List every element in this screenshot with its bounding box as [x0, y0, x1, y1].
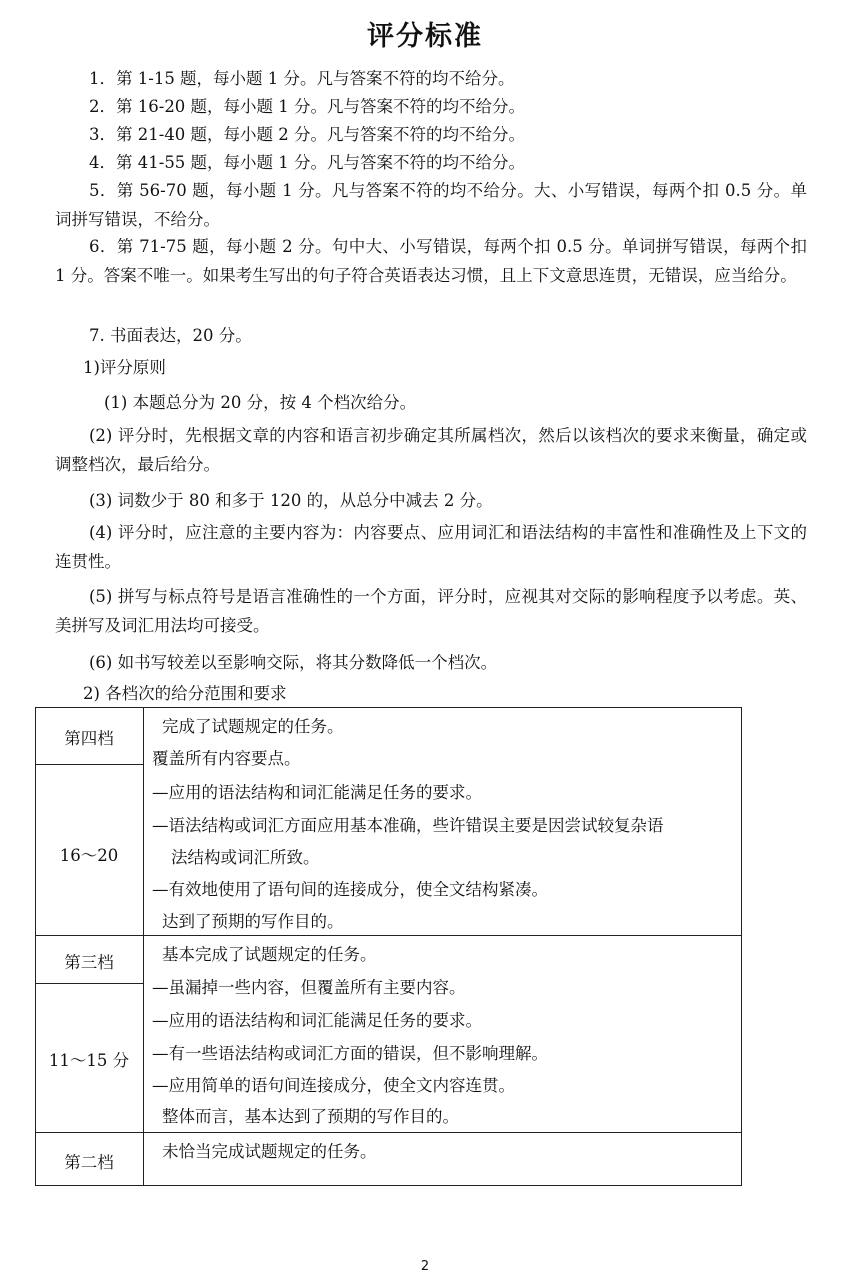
- level-4-line-5: 法结构或词汇所致。: [171, 848, 320, 867]
- level-4-line-2: 覆盖所有内容要点。: [152, 749, 301, 768]
- rule-1: 1．第 1-15 题，每小题 1 分。凡与答案不符的均不给分。: [89, 69, 515, 88]
- level-3-range: 11～15 分: [48, 1051, 130, 1070]
- level-2-line-1: 未恰当完成试题规定的任务。: [162, 1142, 377, 1161]
- level-3-line-6: 整体而言，基本达到了预期的写作目的。: [162, 1107, 459, 1126]
- grading-levels-table: [35, 707, 742, 1186]
- principles-heading: 1)评分原则: [83, 358, 166, 377]
- principle-3: (3) 词数少于 80 和多于 120 的，从总分中减去 2 分。: [89, 491, 493, 510]
- principle-2: (2) 评分时，先根据文章的内容和语言初步确定其所属档次，然后以该档次的要求来衡量，确定或调整档次，最后给分。: [55, 426, 807, 474]
- level-3-line-3: —应用的语法结构和词汇能满足任务的要求。: [152, 1011, 482, 1030]
- level-4-line-3: —应用的语法结构和词汇能满足任务的要求。: [152, 783, 482, 802]
- level-4-line-4: —语法结构或词汇方面应用基本准确，些许错误主要是因尝试较复杂语: [152, 816, 664, 835]
- level-4-line-1: 完成了试题规定的任务。: [162, 717, 344, 736]
- level-3-line-1: 基本完成了试题规定的任务。: [162, 945, 377, 964]
- rule-4: 4．第 41-55 题，每小题 1 分。凡与答案不符的均不给分。: [89, 153, 526, 172]
- rule-3: 3．第 21-40 题，每小题 2 分。凡与答案不符的均不给分。: [89, 125, 526, 144]
- page-title: 评分标准: [367, 21, 483, 52]
- rule-2: 2．第 16-20 题，每小题 1 分。凡与答案不符的均不给分。: [89, 97, 526, 116]
- page-number: 2: [420, 1259, 430, 1274]
- principle-5: (5) 拼写与标点符号是语言准确性的一个方面，评分时，应视其对交际的影响程度予以考虑。英、美拼写及词汇用法均可接受。: [55, 587, 807, 635]
- level-3-name: 第三档: [64, 953, 114, 972]
- level-4-line-6: —有效地使用了语句间的连接成分，使全文结构紧凑。: [152, 880, 548, 899]
- level-4-range: 16～20: [59, 846, 119, 865]
- rule-5: 5．第 56-70 题，每小题 1 分。凡与答案不符的均不给分。大、小写错误，每两个扣 0.5 分。单词拼写错误，不给分。: [55, 181, 807, 229]
- level-4-name: 第四档: [64, 729, 114, 748]
- level-3-line-2: —虽漏掉一些内容，但覆盖所有主要内容。: [152, 978, 466, 997]
- principle-4: (4) 评分时，应注意的主要内容为：内容要点、应用词汇和语法结构的丰富性和准确性及上下文的连贯性。: [55, 523, 807, 571]
- principle-6: (6) 如书写较差以至影响交际，将其分数降低一个档次。: [89, 653, 498, 672]
- levels-heading: 2) 各档次的给分范围和要求: [83, 684, 287, 703]
- rule-6: 6．第 71-75 题，每小题 2 分。句中大、小写错误，每两个扣 0.5 分。单词拼写错误，每两个扣 1 分。答案不唯一。如果考生写出的句子符合英语表达习惯，且上下文意思连贯，无错误，应当给分。: [55, 237, 807, 285]
- level-3-line-4: —有一些语法结构或词汇方面的错误，但不影响理解。: [152, 1044, 548, 1063]
- level-3-line-5: —应用简单的语句间连接成分，使全文内容连贯。: [152, 1076, 515, 1095]
- principle-1: (1) 本题总分为 20 分，按 4 个档次给分。: [104, 393, 417, 412]
- level-4-line-7: 达到了预期的写作目的。: [162, 912, 344, 931]
- rule-7: 7. 书面表达，20 分。: [89, 326, 252, 345]
- level-2-name: 第二档: [64, 1153, 114, 1172]
